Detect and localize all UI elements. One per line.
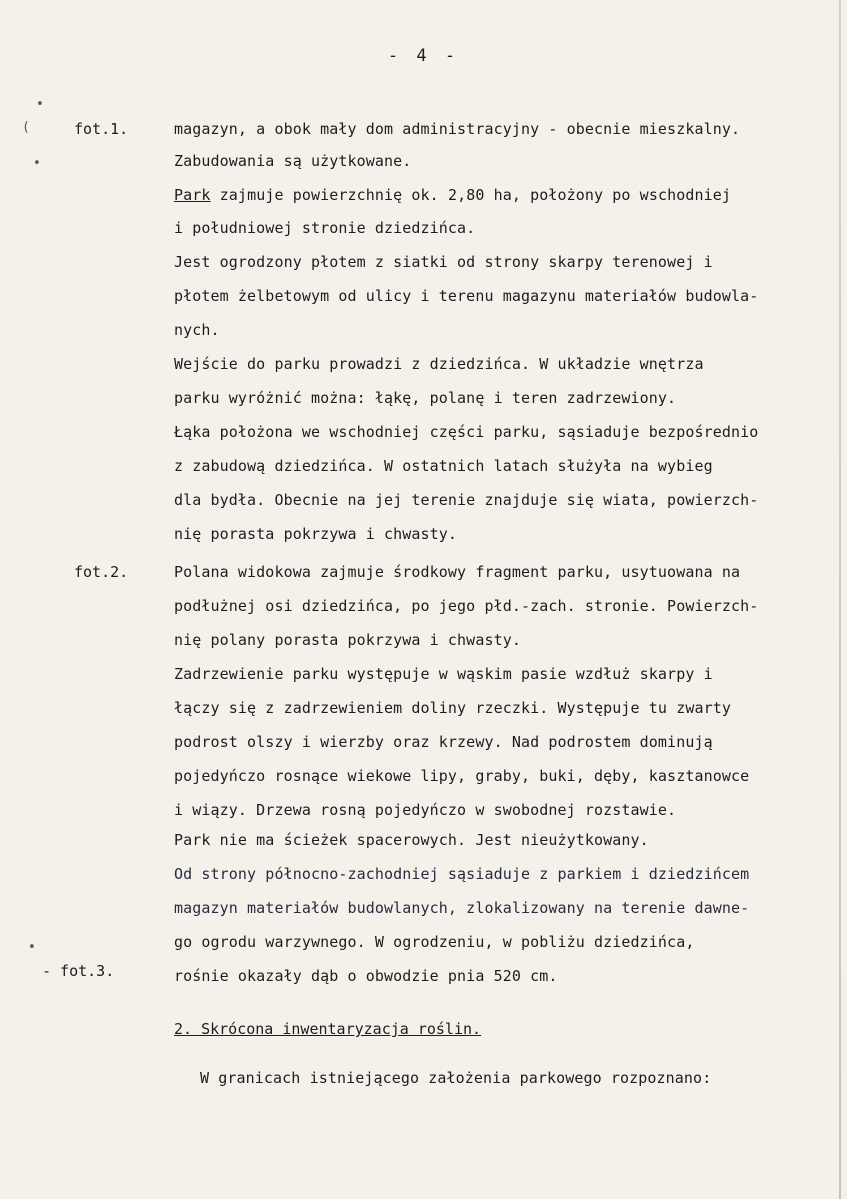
text-line: Jest ogrodzony płotem z siatki od strony skarpy terenowej i bbox=[174, 253, 713, 271]
text-line: magazyn materiałów budowlanych, zlokalizowany na terenie dawne- bbox=[174, 899, 750, 917]
text-line-rest: zajmuje powierzchnię ok. 2,80 ha, położony po wschodniej bbox=[219, 186, 731, 204]
margin-mark: ( bbox=[22, 120, 30, 135]
text-line: Park nie ma ścieżek spacerowych. Jest nieużytkowany. bbox=[174, 831, 649, 849]
text-line: podrost olszy i wierzby oraz krzewy. Nad podrostem dominują bbox=[174, 733, 713, 751]
text-line: magazyn, a obok mały dom administracyjny - obecnie mieszkalny. bbox=[174, 120, 741, 138]
text-line: go ogrodu warzywnego. W ogrodzeniu, w pobliżu dziedzińca, bbox=[174, 933, 695, 951]
text-line: łączy się z zadrzewieniem doliny rzeczki. Występuje tu zwarty bbox=[174, 699, 731, 717]
closing-line: W granicach istniejącego założenia parkowego rozpoznano: bbox=[200, 1069, 712, 1087]
photo-reference-3: - fot.3. bbox=[42, 962, 115, 980]
margin-mark: • bbox=[36, 97, 44, 112]
text-line: Łąka położona we wschodniej części parku, sąsiaduje bezpośrednio bbox=[174, 423, 759, 441]
page-edge bbox=[839, 0, 841, 1199]
text-line: pojedyńczo rosnące wiekowe lipy, graby, buki, dęby, kasztanowce bbox=[174, 767, 750, 785]
text-line: rośnie okazały dąb o obwodzie pnia 520 cm. bbox=[174, 967, 558, 985]
text-line: Wejście do parku prowadzi z dziedzińca. W układzie wnętrza bbox=[174, 355, 704, 373]
text-line: płotem żelbetowym od ulicy i terenu magazynu materiałów budowla- bbox=[174, 287, 759, 305]
text-line: dla bydła. Obecnie na jej terenie znajduje się wiata, powierzch- bbox=[174, 491, 759, 509]
margin-mark: • bbox=[33, 156, 41, 171]
text-line: Od strony północno-zachodniej sąsiaduje z parkiem i dziedzińcem bbox=[174, 865, 750, 883]
text-line: i wiązy. Drzewa rosną pojedyńczo w swobodnej rozstawie. bbox=[174, 801, 677, 819]
text-line: parku wyróżnić można: łąkę, polanę i teren zadrzewiony. bbox=[174, 389, 677, 407]
park-word: Park bbox=[174, 186, 211, 204]
text-line: Polana widokowa zajmuje środkowy fragment parku, usytuowana na bbox=[174, 563, 741, 581]
text-line: nych. bbox=[174, 321, 220, 339]
section-heading: 2. Skrócona inwentaryzacja roślin. bbox=[174, 1020, 482, 1038]
text-line: z zabudową dziedzińca. W ostatnich latach służyła na wybieg bbox=[174, 457, 713, 475]
text-line: i południowej stronie dziedzińca. bbox=[174, 219, 476, 237]
margin-mark: • bbox=[28, 940, 36, 955]
text-line: Zadrzewienie parku występuje w wąskim pasie wzdłuż skarpy i bbox=[174, 665, 713, 683]
text-line: nię polany porasta pokrzywa i chwasty. bbox=[174, 631, 521, 649]
photo-reference-1: fot.1. bbox=[74, 120, 129, 138]
text-line: Zabudowania są użytkowane. bbox=[174, 152, 412, 170]
text-line: nię porasta pokrzywa i chwasty. bbox=[174, 525, 458, 543]
photo-reference-2: fot.2. bbox=[74, 563, 129, 581]
page-number: - 4 - bbox=[387, 46, 460, 66]
text-line: podłużnej osi dziedzińca, po jego płd.-zach. stronie. Powierzch- bbox=[174, 597, 759, 615]
text-line bbox=[174, 186, 731, 204]
